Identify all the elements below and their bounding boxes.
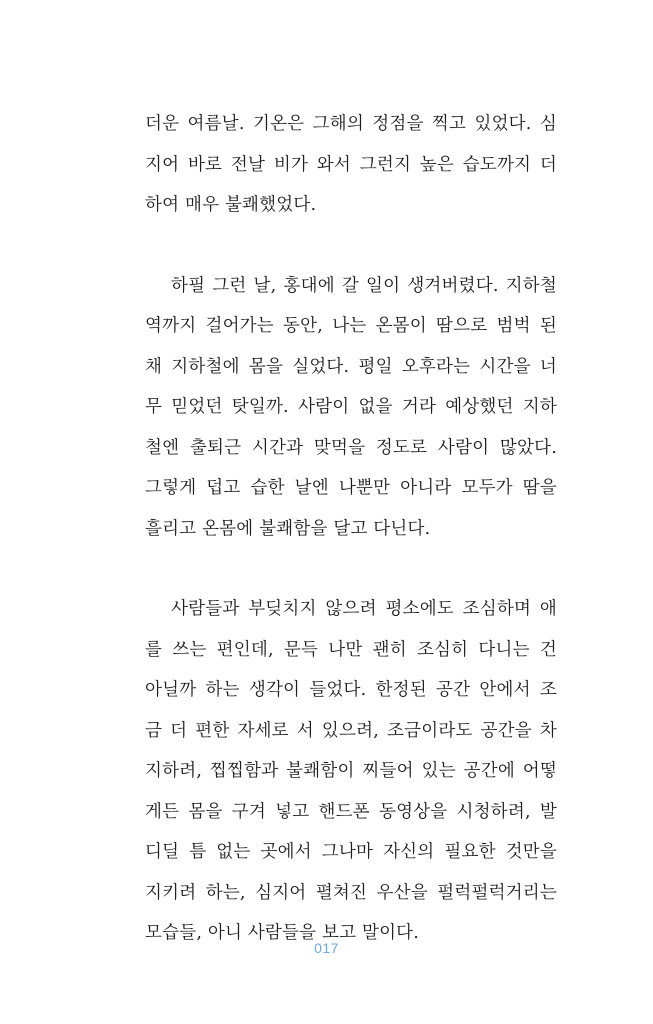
text-line: 역까지 걸어가는 동안, 나는 온몸이 땀으로 범벅 된: [145, 316, 557, 336]
text-line: 금 더 편한 자세로 서 있으려, 조금이라도 공간을 차: [145, 720, 557, 741]
text-line: 하여 매우 불쾌했었다.: [145, 195, 317, 215]
page-number: 017: [314, 940, 339, 956]
text-line: 철엔 출퇴근 시간과 맞먹을 정도로 사람이 많았다.: [145, 437, 557, 458]
text-line: 하필 그런 날, 홍대에 갈 일이 생겨버렸다. 지하철: [171, 275, 557, 296]
text-line: 아닐까 하는 생각이 들었다. 한정된 공간 안에서 조: [145, 680, 557, 700]
text-line: 모습들, 아니 사람들을 보고 말이다.: [145, 923, 420, 943]
text-line: 흘리고 온몸에 불쾌함을 달고 다닌다.: [145, 518, 431, 539]
text-line: 지하려, 찝찝함과 불쾌함이 찌들어 있는 공간에 어떻: [145, 761, 557, 781]
paragraph-2: [145, 266, 557, 550]
paragraph-1: [145, 104, 557, 226]
text-line: 지키려 하는, 심지어 펼쳐진 우산을 펄럭펄럭거리는: [145, 882, 557, 903]
text-line: 무 믿었던 탓일까. 사람이 없을 거라 예상했던 지하: [145, 397, 557, 417]
paragraph-3: [145, 589, 557, 954]
text-line: 지어 바로 전날 비가 와서 그런지 높은 습도까지 더: [145, 154, 557, 175]
text-line: 채 지하철에 몸을 실었다. 평일 오후라는 시간을 너: [145, 356, 557, 377]
text-line: 더운 여름날. 기온은 그해의 정점을 찍고 있었다. 심: [145, 114, 557, 134]
text-line: 게든 몸을 구겨 넣고 핸드폰 동영상을 시청하려, 발: [145, 801, 557, 822]
page-body: [145, 104, 557, 994]
text-line: 를 쓰는 편인데, 문득 나만 괜히 조심히 다니는 건: [145, 639, 557, 660]
text-line: 디딜 틈 없는 곳에서 그나마 자신의 필요한 것만을: [145, 842, 557, 862]
text-line: 사람들과 부딪치지 않으려 평소에도 조심하며 애: [171, 599, 557, 619]
text-line: 그렇게 덥고 습한 날엔 나뿐만 아니라 모두가 땀을: [145, 478, 557, 498]
